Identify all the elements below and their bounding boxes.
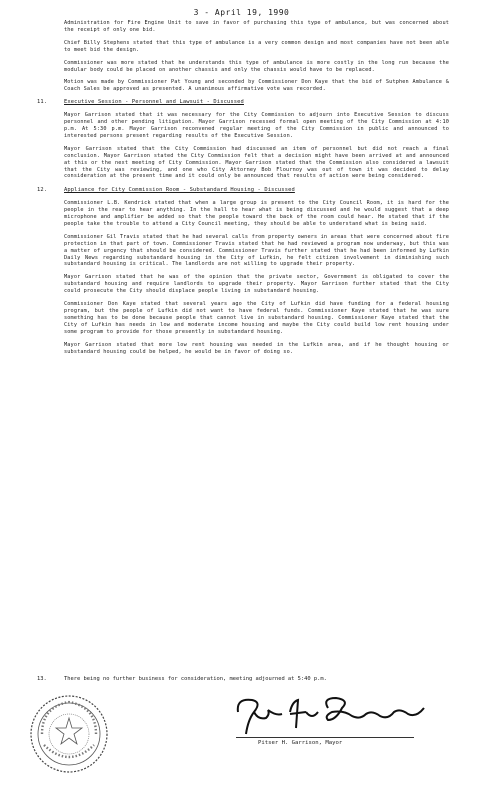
opening-paragraph-3: Commissioner was more stated that he understands this type of ambulance is more costly in the long run because the modular body could be placed on another chassis and only the chassis would have to be replaced. <box>64 59 449 73</box>
agenda-item-paragraph: Commissioner L.B. Kendrick stated that when a large group is present to the City Council Room, it is hard for the people in the rear to hear anything. In the hall to hear what is being discussed and he would suggest that a deep microphone and amplifier be added so that the people toward the back of the room could hear. He stated that if the people take the trouble to attend a City Council meeting, they should be able to understand what is being said. <box>64 200 449 227</box>
opening-paragraph-2: Chief Billy Stephens stated that this type of ambulance is a very common design and most companies have not been able to meet bid the design. <box>64 39 449 53</box>
agenda-item-paragraph: Mayor Garrison stated that the City Commission had discussed an item of personnel but did not reach a final conclusion. Mayor Garrison stated the City Commission felt that a decision might have been arrived at and announced at this or the next meeting of City Commission. Mayor Garrison stated that the Commission also considered a lawsuit that the City was reviewing, and one who City Attorney Bob Flournoy was out of town it was decided to delay consideration at the present time and it could only be announced that results of action were being considered. <box>64 145 449 180</box>
closing-line <box>37 676 477 682</box>
mayor-signature-icon <box>232 690 432 740</box>
signature-line <box>236 737 414 738</box>
closing-text: There being no further business for consideration, meeting adjourned at 5:40 p.m. <box>64 676 327 682</box>
agenda-item-12 <box>37 187 449 355</box>
agenda-item-number: 11. <box>37 99 48 106</box>
agenda-item-number: 12. <box>37 187 48 194</box>
closing-item-number: 13. <box>37 676 47 682</box>
agenda-item-paragraph: Commissioner Don Kaye stated that several years ago the City of Lufkin did have funding for a federal housing program, but the people of Lufkin did not want to have federal funds. Commissioner Kaye stated that he was sure something has to be done because people that cannot live in substandard housing. Commissioner Kaye stated that the City of Lufkin has needs in low and moderate income housing and maybe the City could build low rent housing under some program to provide for those presently in substandard housing. <box>64 301 449 335</box>
minutes-body <box>37 20 449 362</box>
opening-paragraph-1: Administration for Fire Engine Unit to save in favor of purchasing this type of ambulance, but was concerned about the receipt of only one bid. <box>64 20 449 33</box>
agenda-item-paragraph: Mayor Garrison stated that more low rent housing was needed in the Lufkin area, and if he thought housing or substandard housing could be helped, he would be in favor of doing so. <box>64 341 449 355</box>
page-header: 3 - April 19, 1990 <box>193 8 290 17</box>
agenda-item-title: Executive Session - Personnel and Lawsuit - Discussed <box>64 99 244 106</box>
agenda-item-paragraph: Mayor Garrison stated that he was of the opinion that the private sector, Government is obligated to cover the substandard housing and require landlords to upgrade their property. Mayor Garrison further stated that the City could prosecute the City should displace people living in substandard housing. <box>64 274 449 295</box>
agenda-item-title: Appliance for City Commission Room - Substandard Housing - Discussed <box>64 187 295 194</box>
agenda-item-11 <box>37 99 449 180</box>
mayor-name: Pitser H. Garrison, Mayor <box>258 740 343 746</box>
city-seal-icon <box>28 693 110 775</box>
agenda-item-paragraph: Mayor Garrison stated that it was necessary for the City Commission to adjourn into Executive Session to discuss personnel and other pending litigation. Mayor Garrison recessed formal open meeting of the City Commission at 4:10 p.m. At 5:30 p.m. Mayor Garrison reconvened regular meeting of the City Commission in public and announced to interested persons present regarding results of the Executive Session. <box>64 112 449 139</box>
agenda-item-paragraph: Commissioner Gil Travis stated that he had several calls from property owners in areas that were concerned about fire protection in that part of town. Commissioner Travis stated that he had reviewed a program now underway, but this was a matter of urgency that should be considered. Commissioner Travis further stated that he had been informed by Lufkin Daily News regarding substandard housing in the City of Lufkin, he felt citizen involvement in diminishing such substandard housing is critical. The landlords are not willing to upgrade their property. <box>64 233 449 268</box>
opening-paragraph-4: Motion was made by Commissioner Pat Young and seconded by Commissioner Don Kaye that the bid of Sutphen Ambulance & Coach Sales be approved as presented. A unanimous affirmative vote was recorded. <box>64 79 449 93</box>
